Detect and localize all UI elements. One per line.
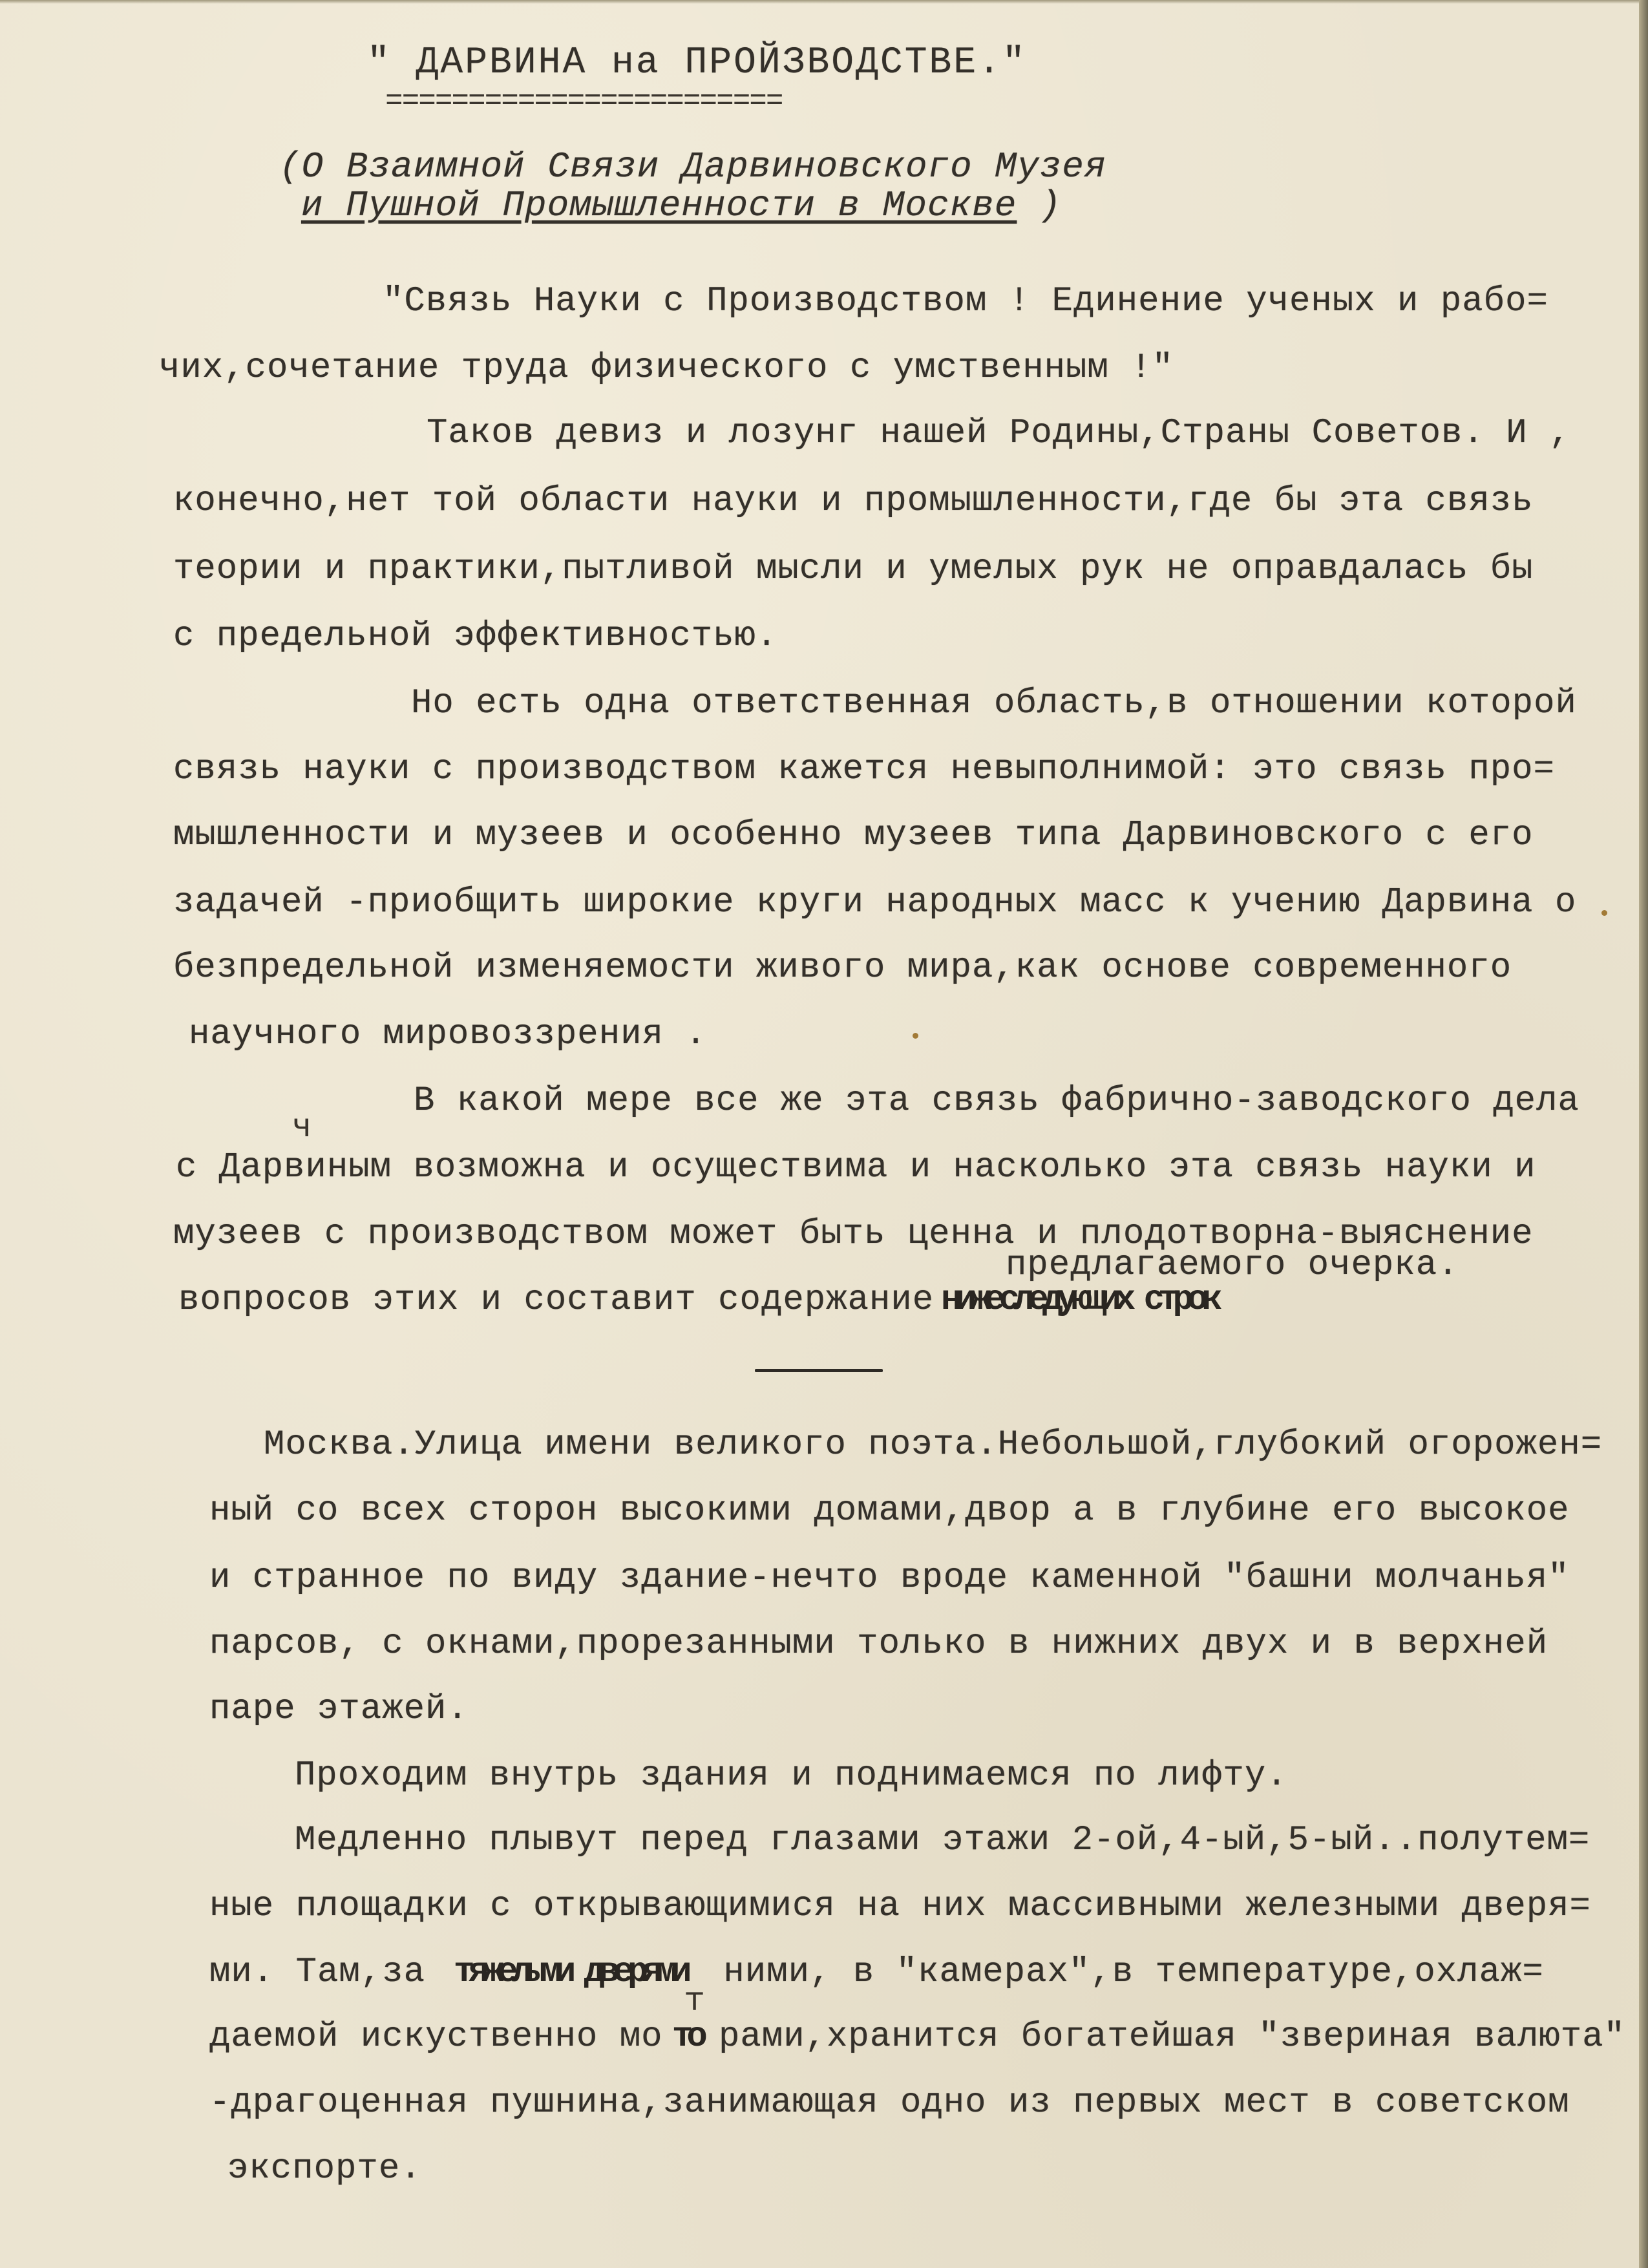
body-line-4: конечно,нет той области науки и промышленности,где бы эта связь xyxy=(173,482,1534,521)
body-line-2: чих,сочетание труда физического с умственным !" xyxy=(159,348,1174,388)
struck-out-text-2: тяжелыми дверями xyxy=(454,1953,686,1992)
section2-line-2: ный со всех сторон высокими домами,двор а в глубине его высокое xyxy=(209,1491,1570,1531)
body-line-15: музеев с производством может быть ценна и плодотворна-выяснение xyxy=(173,1214,1534,1254)
section-separator xyxy=(755,1369,883,1372)
section2-line-9a: ми. Там,за xyxy=(209,1953,426,1992)
section2-line-7: Медленно плывут перед глазами этажи 2-ой,4-ый,5-ый..полутем= xyxy=(295,1821,1590,1860)
struck-out-text: нижеследующих строк xyxy=(941,1280,1216,1320)
body-line-13: В какой мере все же эта связь фабрично-заводского дела xyxy=(414,1081,1579,1121)
body-line-11: безпредельной изменяемости живого мира,как основе современного xyxy=(173,948,1512,988)
section2-line-10a: даемой искуственно мо xyxy=(209,2017,663,2057)
body-line-6: с предельной эффективностью. xyxy=(173,617,778,656)
body-line-14: с Дарвиным возможна и осуществима и насколько эта связь науки и xyxy=(176,1148,1536,1187)
document-title: " ДАРВИНА на ПРОЙЗВОДСТВЕ." xyxy=(367,42,1027,84)
section2-line-4: парсов, с окнами,прорезанными только в нижних двух и в верхней xyxy=(209,1624,1548,1664)
body-line-1: "Связь Науки с Производством ! Единение ученых и рабо= xyxy=(383,282,1548,321)
body-line-7: Но есть одна ответственная область,в отношении которой xyxy=(411,684,1577,723)
section2-line-3: и странное по виду здание-нечто вроде каменной "башни молчанья" xyxy=(209,1558,1570,1598)
subtitle-line-2 xyxy=(301,186,1062,225)
section2-line-1: Москва.Улица имени великого поэта.Небольшой,глубокий огорожен= xyxy=(264,1425,1603,1465)
body-line-10: задачей -приобщить широкие круги народных масс к учению Дарвина о xyxy=(173,883,1577,922)
section2-line-12: экспорте. xyxy=(227,2149,422,2189)
paper-speck xyxy=(913,1033,918,1039)
subtitle-closing-paren: ) xyxy=(1017,185,1062,226)
subtitle-line-1: (О Взаимной Связи Дарвиновского Музея xyxy=(279,146,1107,187)
section2-line-10b: рами,хранится богатейшая "звериная валюта" xyxy=(719,2017,1626,2057)
body-line-12: научного мировоззрения . xyxy=(189,1015,707,1054)
body-line-17: вопросов этих и составит содержание xyxy=(178,1280,935,1320)
handwritten-correction-mark: ч xyxy=(292,1107,312,1144)
body-line-8: связь науки с производством кажется невыполнимой: это связь про= xyxy=(173,750,1555,789)
subtitle-underlined-text: и Пушной Промышленности в Москве xyxy=(301,185,1017,226)
handwritten-correction-mark-2: т xyxy=(685,1980,704,2018)
section2-line-6: Проходим внутрь здания и поднимаемся по лифту. xyxy=(295,1756,1288,1796)
title-double-rule: ======================== xyxy=(385,85,783,118)
section2-line-9b: ними, в "камерах",в температуре,охлаж= xyxy=(702,1953,1544,1992)
body-line-5: теории и практики,пытливой мысли и умелых рук не оправдалась бы xyxy=(173,549,1534,589)
body-line-16-insertion: предлагаемого очерка. xyxy=(1006,1245,1459,1285)
body-line-3: Таков девиз и лозунг нашей Родины,Страны Советов. И , xyxy=(427,414,1571,453)
overtyped-letters: то xyxy=(672,2017,701,2057)
paper-speck xyxy=(1601,910,1607,916)
page-right-edge xyxy=(1639,0,1648,2268)
section2-line-5: паре этажей. xyxy=(209,1690,469,1729)
section2-line-8: ные площадки с открывающимися на них массивными железными дверя= xyxy=(209,1887,1591,1926)
page-top-shadow xyxy=(0,0,1648,4)
body-line-9: мышленности и музеев и особенно музеев типа Дарвиновского с его xyxy=(173,816,1534,855)
section2-line-11: -драгоценная пушнина,занимающая одно из первых мест в советском xyxy=(209,2083,1570,2123)
